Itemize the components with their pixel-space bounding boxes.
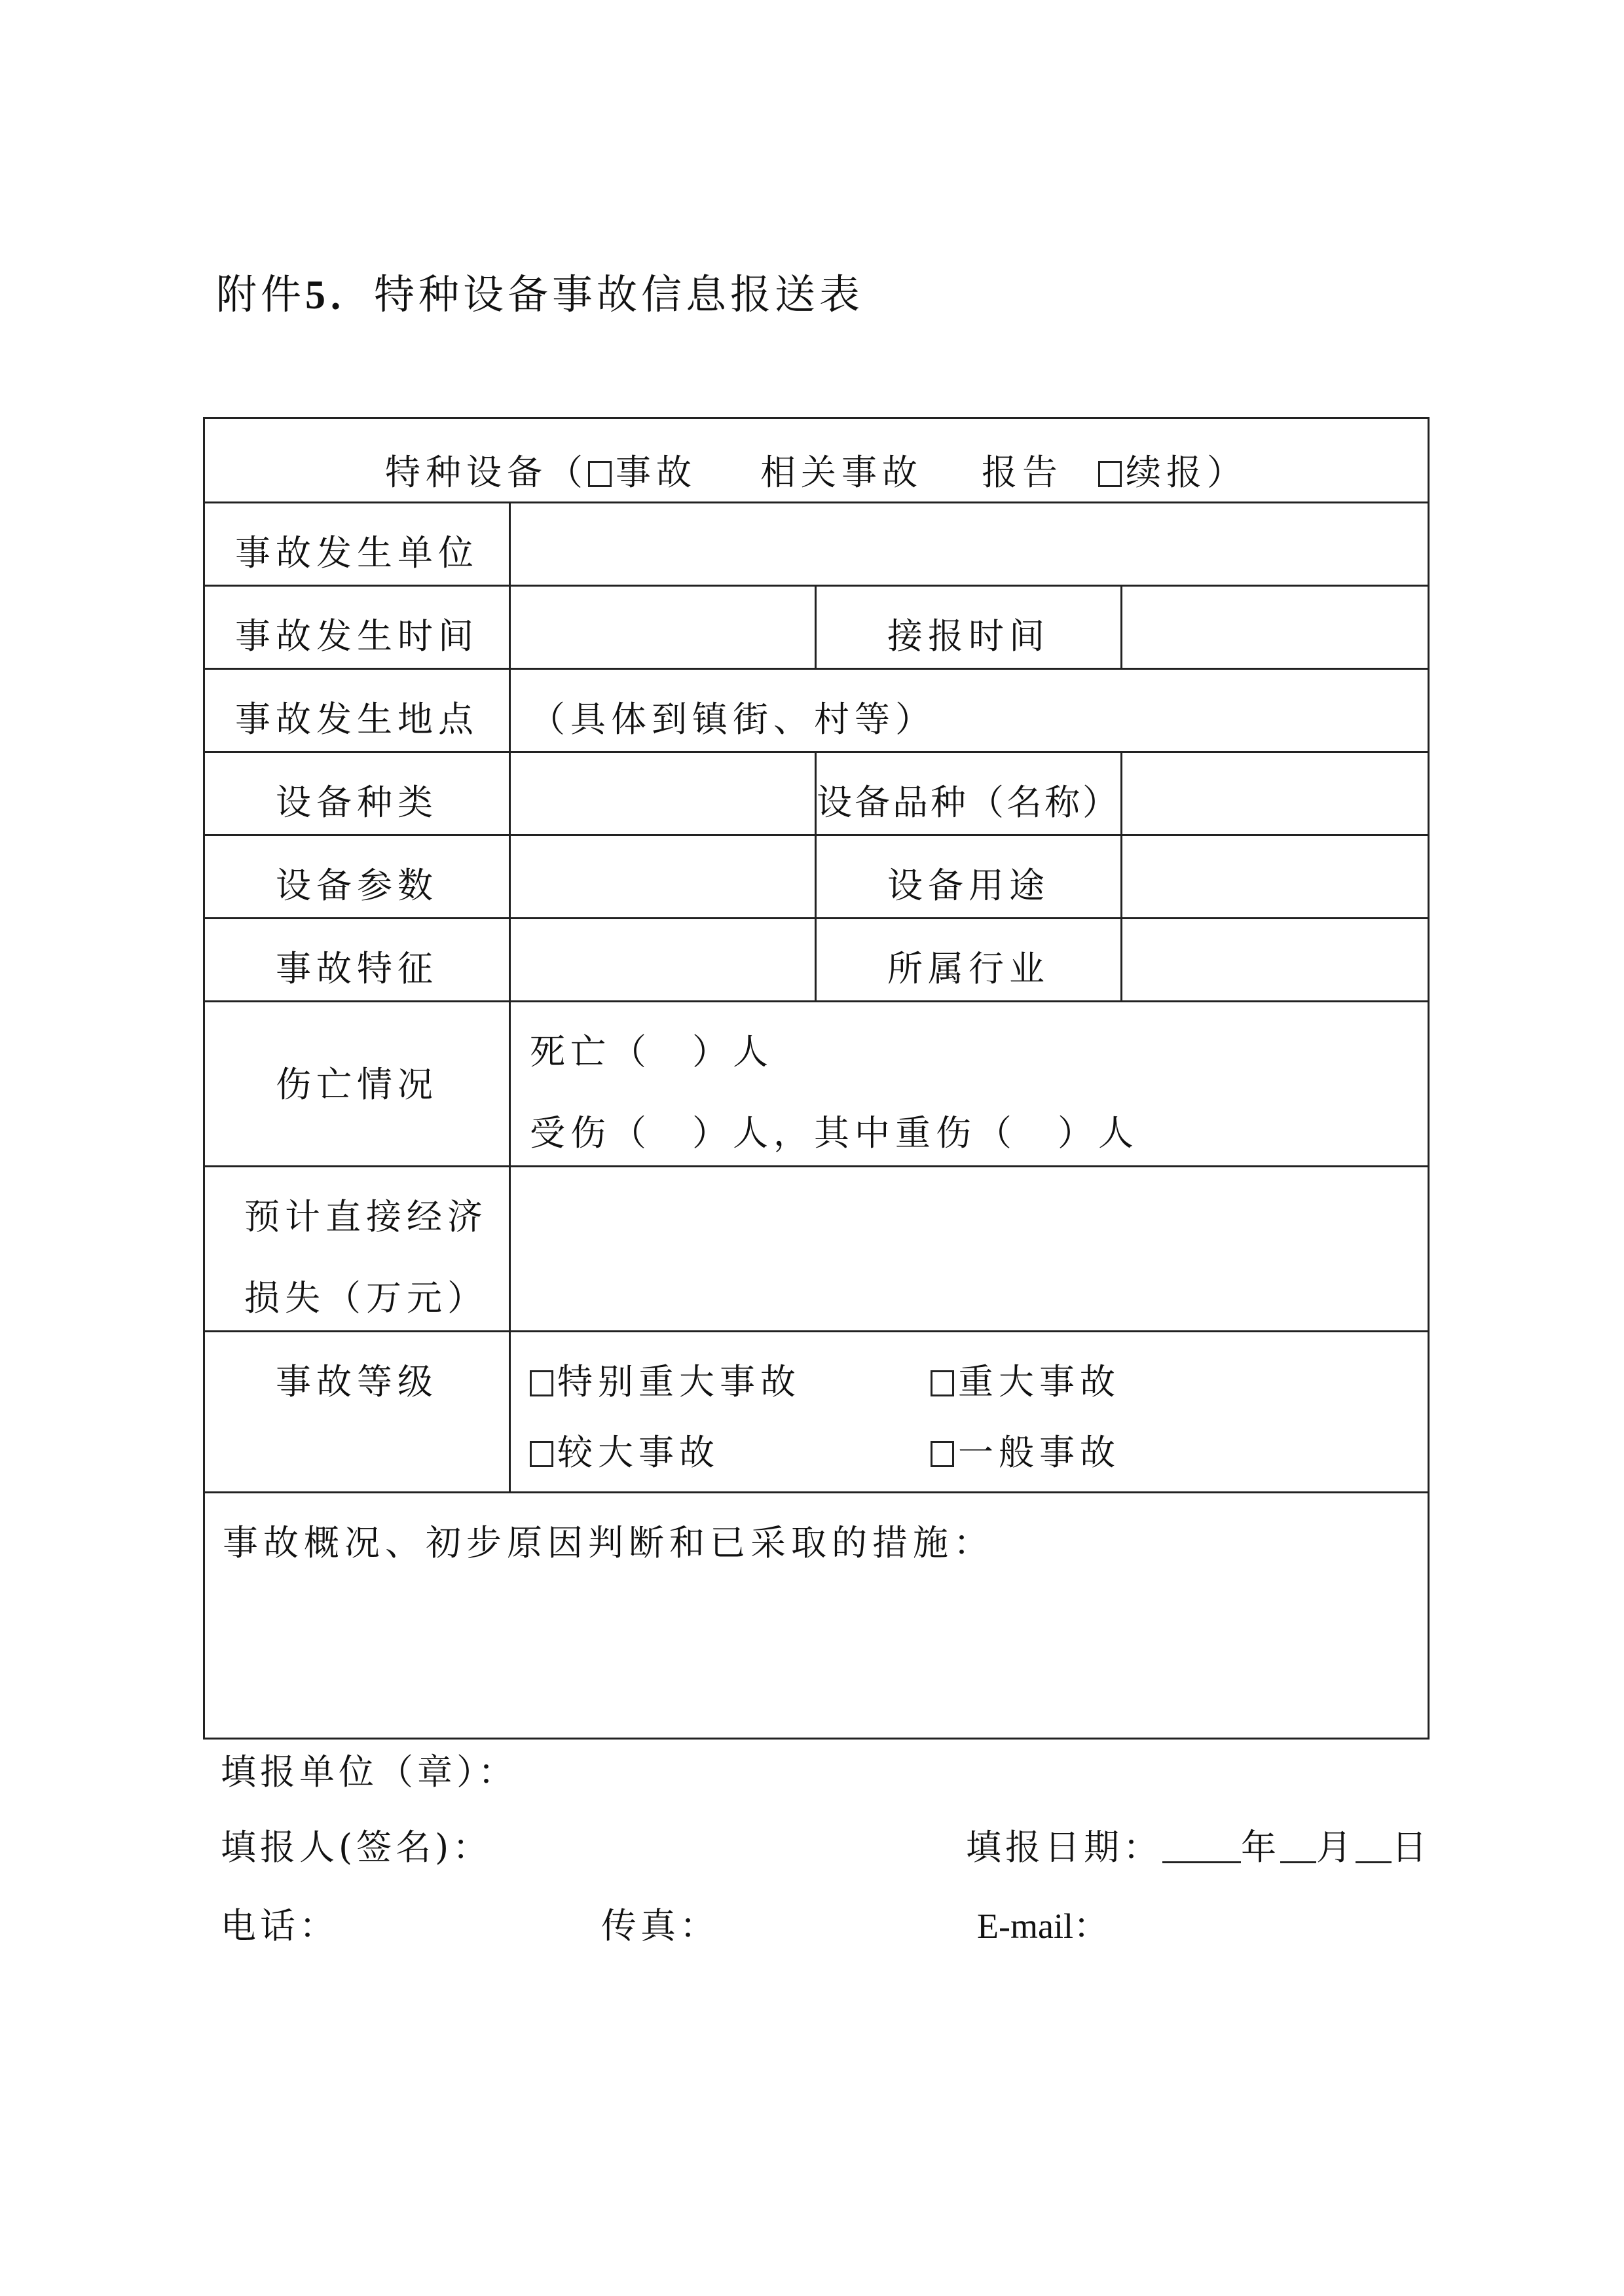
grade-option-3[interactable] (530, 1432, 720, 1473)
report-date (966, 1827, 1431, 1868)
opt-accident-label: 事故 (616, 452, 697, 493)
unit-seal-label: 填报单位（章）： (221, 1751, 517, 1793)
title-number: 5． (305, 273, 375, 318)
report-form (203, 417, 1430, 1740)
grade-option-label: 重大事故 (958, 1361, 1120, 1402)
time-label: 事故发生时间 (235, 615, 479, 657)
grade-option-1[interactable] (530, 1361, 801, 1402)
location-label: 事故发生地点 (235, 699, 479, 740)
equip-type-label: 设备种类 (276, 782, 438, 823)
industry-input[interactable] (1122, 919, 1428, 1000)
summary-label: 事故概况、初步原因判断和已采取的措施： (223, 1522, 994, 1563)
unit-input[interactable] (511, 503, 1428, 585)
grade-checkbox[interactable] (530, 1441, 553, 1467)
location-hint[interactable]: （具体到镇街、村等） (530, 699, 936, 740)
filler-label: 填报人(签名)： (221, 1827, 492, 1868)
opt-related-label: 相关事故 (760, 452, 923, 493)
date-label: 填报日期： (966, 1827, 1162, 1868)
page-title (216, 262, 864, 320)
month-label: 月 (1316, 1827, 1356, 1868)
loss-input[interactable] (511, 1167, 1428, 1330)
accident-checkbox[interactable] (588, 461, 612, 487)
accident-feature-input[interactable] (511, 919, 815, 1000)
equip-use-input[interactable] (1122, 836, 1428, 917)
day-label: 日 (1392, 1827, 1431, 1868)
equip-type-input[interactable] (511, 753, 815, 834)
email-label: E-mail： (977, 1906, 1109, 1946)
time-input[interactable] (511, 587, 815, 668)
title-text: 特种设备事故信息报送表 (374, 270, 864, 318)
loss-label-line1: 预计直接经济 (244, 1196, 488, 1237)
grade-label: 事故等级 (276, 1361, 438, 1402)
header-prefix: 特种设备（ (385, 452, 588, 493)
phone-label: 电话： (221, 1905, 339, 1946)
year-blank[interactable] (1162, 1830, 1241, 1863)
year-label: 年 (1241, 1827, 1280, 1868)
injury-count[interactable]: 受伤（ ）人，其中重伤（ ）人 (530, 1112, 1139, 1154)
followup-checkbox[interactable] (1098, 461, 1122, 487)
day-blank[interactable] (1356, 1830, 1392, 1863)
grade-option-label: 一般事故 (958, 1432, 1120, 1473)
unit-label: 事故发生单位 (235, 532, 479, 574)
death-count[interactable]: 死亡（ ）人 (530, 1031, 773, 1072)
received-time-label: 接报时间 (887, 615, 1050, 657)
grade-option-label: 特别重大事故 (557, 1361, 801, 1402)
grade-checkbox[interactable] (931, 1441, 954, 1467)
equip-variety-input[interactable] (1122, 753, 1428, 834)
industry-label: 所属行业 (887, 948, 1050, 989)
accident-feature-label: 事故特征 (276, 948, 438, 989)
loss-label-line2: 损失（万元） (244, 1277, 488, 1319)
opt-followup (1098, 452, 1247, 493)
grade-checkbox[interactable] (530, 1370, 553, 1396)
grade-option-2[interactable] (931, 1361, 1120, 1402)
equip-params-label: 设备参数 (276, 865, 438, 906)
equip-use-label: 设备用途 (887, 865, 1050, 906)
summary-input[interactable] (205, 1578, 1428, 1735)
equip-params-input[interactable] (511, 836, 815, 917)
equip-variety-label: 设备品种（名称） (817, 782, 1120, 823)
opt-report-label: 报告 (982, 452, 1063, 493)
form-header (385, 452, 697, 493)
fax-label: 传真： (601, 1905, 719, 1946)
month-blank[interactable] (1280, 1830, 1316, 1863)
grade-option-4[interactable] (931, 1432, 1120, 1473)
grade-checkbox[interactable] (931, 1370, 954, 1396)
received-time-input[interactable] (1122, 587, 1428, 668)
grade-option-label: 较大事故 (557, 1432, 720, 1473)
title-prefix: 附件 (216, 270, 306, 318)
opt-followup-label: 续报） (1126, 452, 1247, 493)
casualty-label: 伤亡情况 (276, 1064, 438, 1105)
